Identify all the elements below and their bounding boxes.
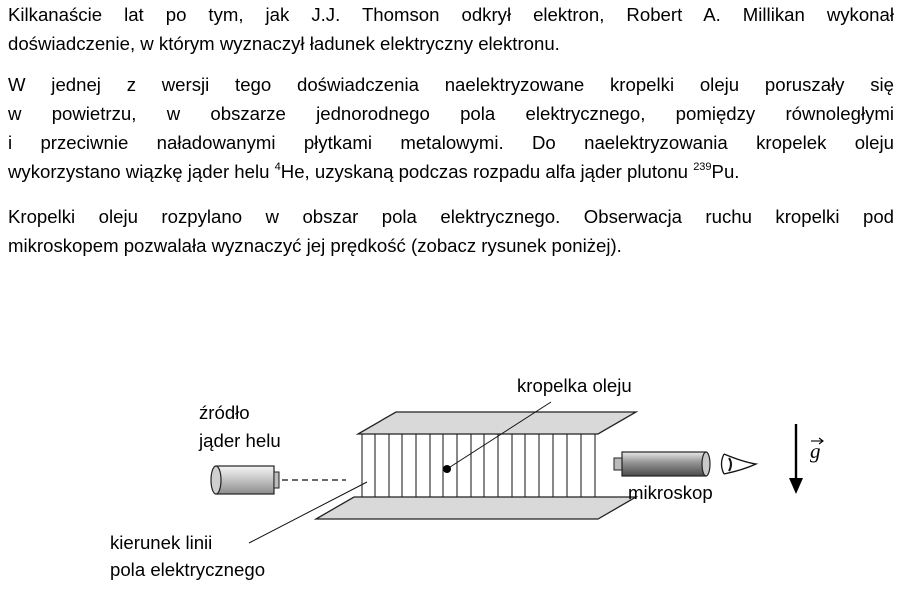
label-oil-droplet: kropelka oleju [517, 375, 632, 396]
text-line: W jednej z wersji tego doświadczenia naelektryzowane kropelki oleju poruszały się [8, 74, 894, 95]
text-line: mikroskopem pozwalała wyznaczyć jej prędkość (zobacz rysunek poniżej). [8, 235, 622, 256]
label-source-line1: źródło [199, 402, 250, 423]
label-gravity: g [810, 439, 821, 463]
text-line: doświadczenie, w którym wyznaczył ładunek elektryczny elektronu. [8, 33, 560, 54]
text-segment: Pu. [711, 161, 740, 182]
plutonium-mass-number: 239 [693, 161, 712, 173]
text-line: Kropelki oleju rozpylano w obszar pola elektrycznego. Obserwacja ruchu kropelki pod [8, 206, 894, 227]
label-field-line2: pola elektrycznego [110, 559, 266, 580]
label-field-line1: kierunek linii [110, 532, 213, 553]
gravity-arrow [789, 424, 803, 494]
microscope [614, 452, 710, 476]
eye-icon [722, 454, 757, 474]
bottom-plate [316, 497, 636, 519]
text-segment: He, uzyskaną podczas rozpadu alfa jąder plutonu [280, 161, 694, 182]
text-line: w powietrzu, w obszarze jednorodnego pola elektrycznego, pomiędzy równoległymi [8, 103, 894, 124]
oil-droplet [443, 465, 451, 473]
label-source-line2: jąder helu [199, 430, 281, 451]
top-plate [358, 412, 636, 434]
text-segment: wykorzystano wiązkę jąder helu [8, 161, 275, 182]
text-line: Kilkanaście lat po tym, jak J.J. Thomson odkrył elektron, Robert A. Millikan wykonał [8, 4, 894, 25]
text-line: i przeciwnie naładowanymi płytkami metalowymi. Do naelektryzowania kropelek oleju [8, 132, 894, 153]
helium-source [211, 466, 279, 494]
helium-mass-number: 4 [274, 161, 281, 173]
label-microscope: mikroskop [628, 482, 713, 503]
